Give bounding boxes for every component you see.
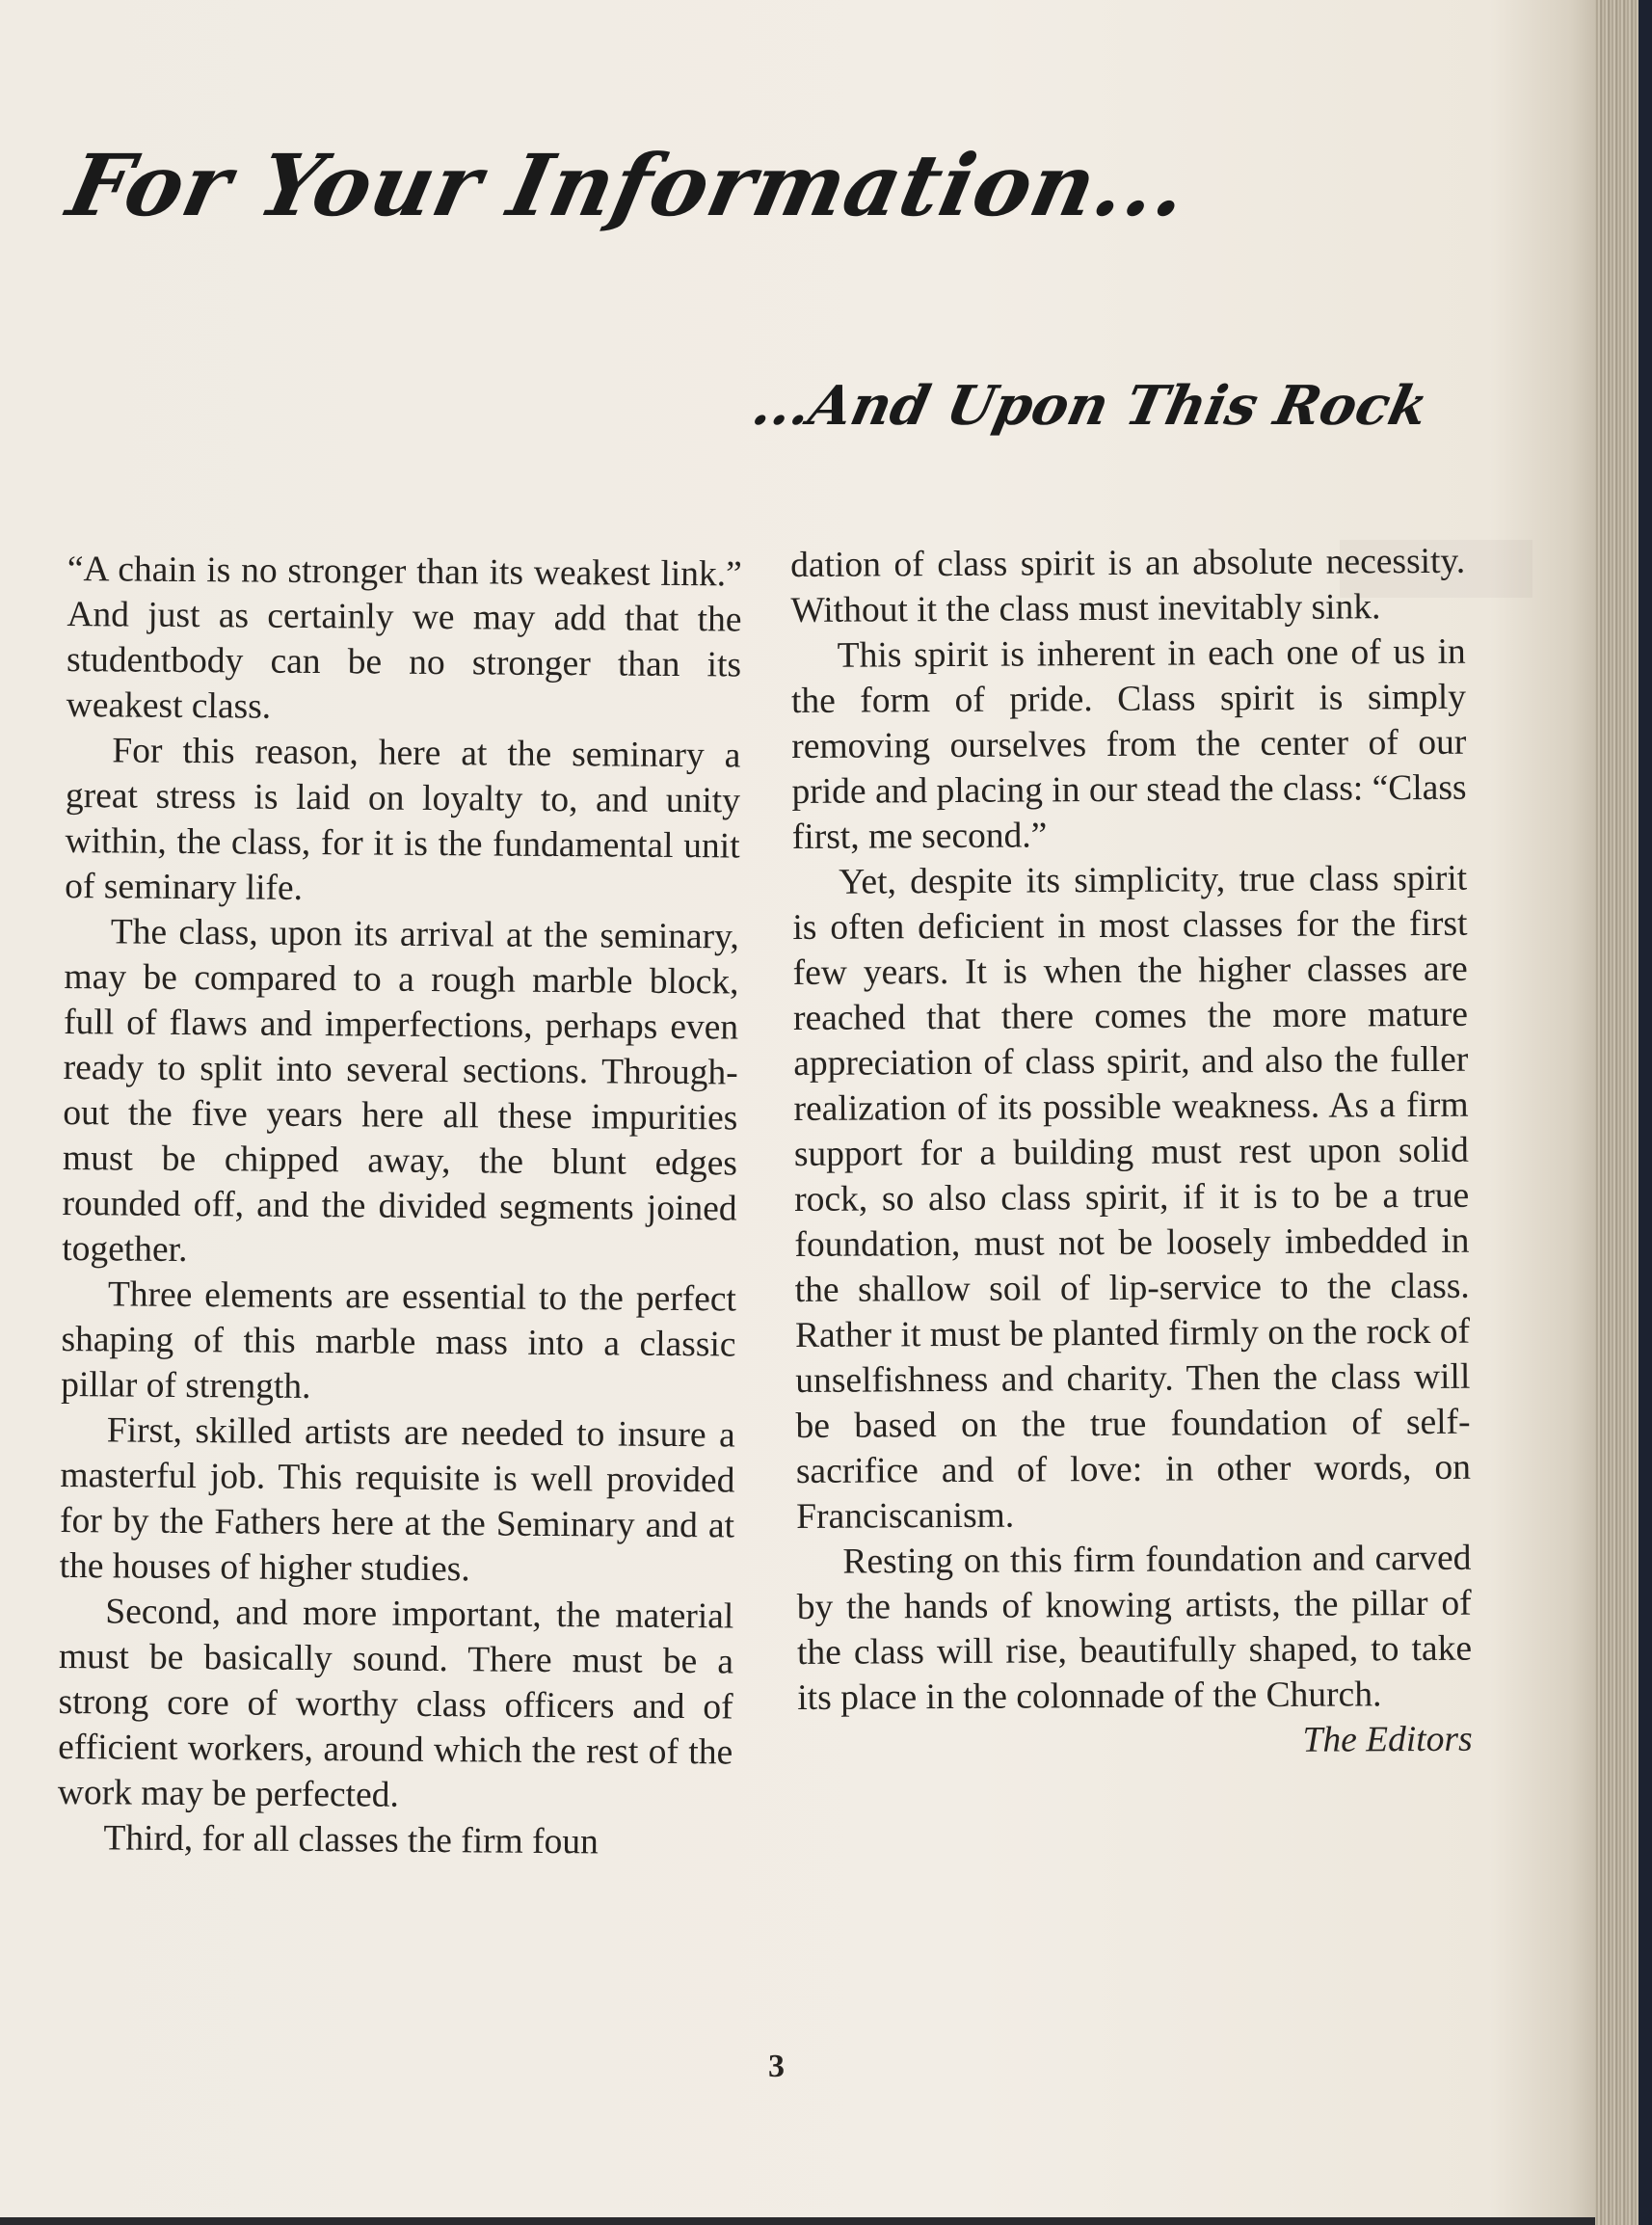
- paragraph: The class, upon its arrival at the seminary, may be compared to a rough marble block, full of flaws and imperfections, perhaps even ready to split into several sections. Throughout the five years here all these impurities must be chipped away, the blunt edges rounded off, and the divided segments joined together.: [62, 912, 740, 1270]
- paragraph: Resting on this firm foundation and carved by the hands of knowing artists, the pillar of the class will rise, beautifully shaped, to take its place in the colonnade of the Church.: [796, 1538, 1473, 1718]
- paragraph: Second, and more important, the material must be basically sound. There must be a strong core of worthy class officers and of efficient workers, around which the rest of the work may be perfected.: [57, 1592, 734, 1815]
- paragraph: Three elements are essential to the perfect shaping of this marble mass into a classic pillar of strength.: [61, 1274, 737, 1407]
- paragraph: For this reason, here at the seminary a great stress is laid on loyalty to, and unity within, the class, for it is the fundamental unit of seminary life.: [65, 731, 741, 908]
- paragraph: dation of class spirit is an absolute necessity. Without it the class must inevitably sink.: [790, 541, 1466, 630]
- paragraph: “A chain is no stronger than its weakest link.” And just as certainly we may add that the studentbody can be no stronger than its weakest class.: [66, 549, 742, 727]
- article-column-right: [790, 539, 1473, 1766]
- author-signature: The Editors: [1302, 1719, 1473, 1760]
- book-cover-edge: [1639, 0, 1652, 2225]
- paragraph: First, skilled artists are needed to insure a masterful job. This requisite is well provided for by the Fathers here at the Seminary and at the houses of higher studies.: [59, 1410, 735, 1590]
- paragraph: Third, for all classes the firm foun: [103, 1818, 600, 1863]
- article-subtitle: ...And Upon This Rock: [746, 374, 1434, 438]
- paragraph: Yet, despite its simplicity, true class spirit is often deficient in most classes for the first few years. It is when the higher classes are reached that there comes the more mature appreciation of class spirit, and also the fuller realization of its possible weakness. As a firm support for a building must rest upon solid rock, so also class spirit, if it is to be a true foundation, must not be loosely imbedded in the shallow soil of lip-service to the class. Rather it must be planted firmly on the rock of unselfishness and charity. Then the class will be based on the true foundation of self-sacrifice and of love: in other words, on Franciscanism.: [792, 858, 1471, 1537]
- article-column-left: [57, 547, 742, 1865]
- paragraph: This spirit is inherent in each one of us in the form of pride. Class spirit is simply removing ourselves from the center of our pride and placing in our stead the class: “Class first, me second.”: [790, 631, 1467, 857]
- page-title: For Your Information...: [60, 135, 1198, 235]
- page-number: 3: [768, 2049, 785, 2084]
